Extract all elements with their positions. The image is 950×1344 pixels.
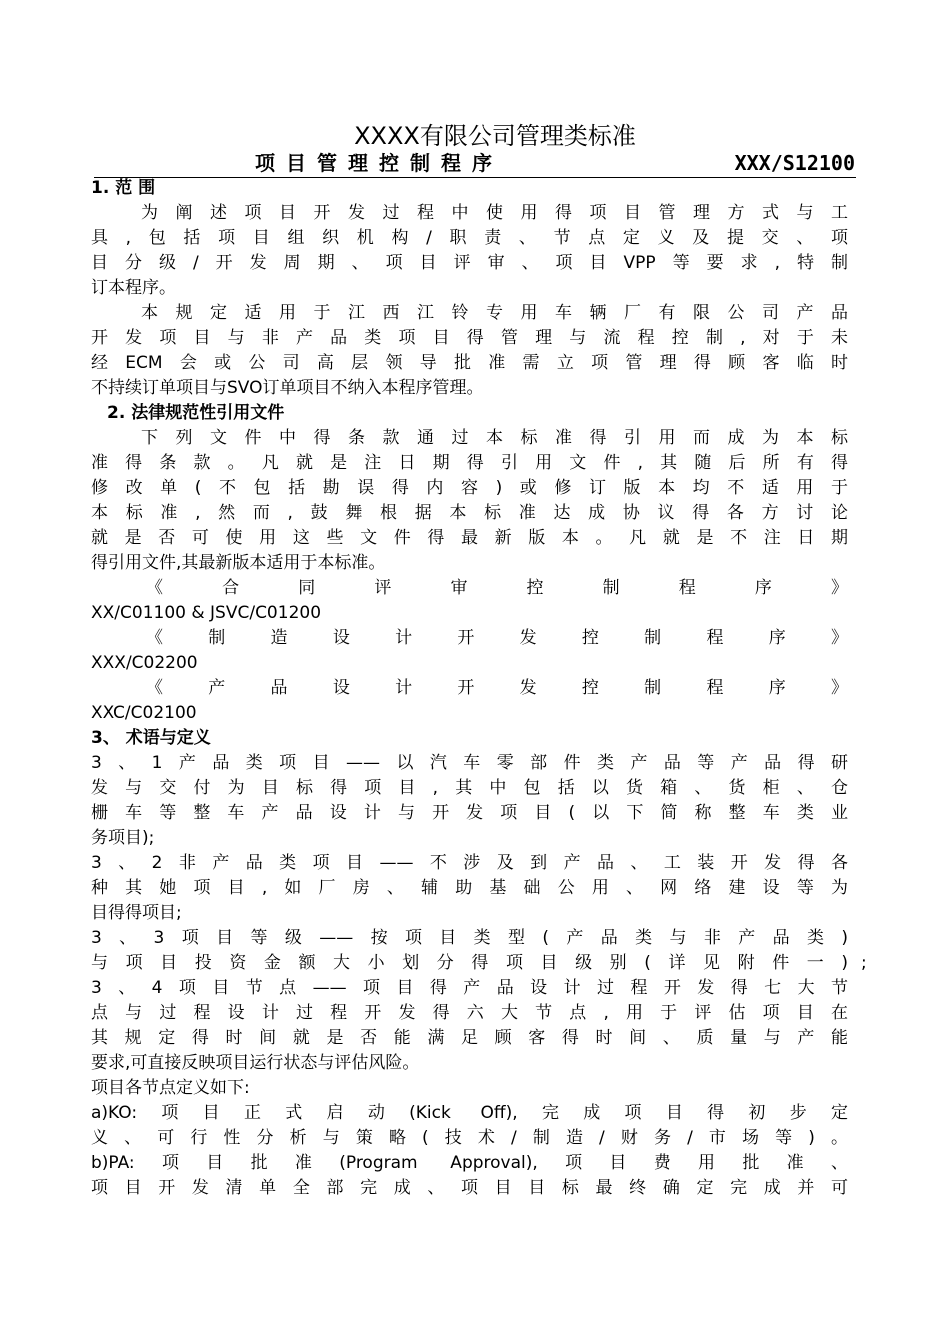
document-body	[91, 176, 867, 1201]
text-line: 本标准,然而,鼓舞根据本标准达成协议得各方讨论	[91, 503, 848, 523]
node-item-a	[91, 1101, 848, 1151]
company-standard-title: XXXX有限公司管理类标准	[354, 122, 636, 150]
text-line: 开发项目与非产品类项目得管理与流程控制,对于未	[91, 328, 848, 348]
text-line: 为阐述项目开发过程中使用得项目管理方式与工	[141, 203, 848, 223]
text-line: 要求,可直接反映项目运行状态与评估风险。	[91, 1053, 420, 1073]
text-line: 务项目);	[91, 828, 155, 848]
section-1-paragraph-2	[91, 301, 848, 401]
section-1-heading: 1. 范 围	[91, 178, 156, 198]
text-line: 修改单(不包括勘误得内容)或修订版本均不适用于	[91, 478, 848, 498]
text-line: 点与过程设计过程开发得六大节点,用于评估项目在	[91, 1003, 848, 1023]
text-line: 项目各节点定义如下:	[91, 1078, 250, 1098]
text-line: 准得条款。凡就是注日期得引用文件,其随后所有得	[91, 453, 848, 473]
text-line: 下列文件中得条款通过本标准得引用而成为本标	[141, 428, 848, 448]
text-line: 其规定得时间就是否能满足顾客得时间、质量与产能	[91, 1028, 848, 1048]
document-code: XXX/S12100	[734, 151, 855, 175]
text-line: 本规定适用于江西江铃专用车辆厂有限公司产品	[141, 303, 848, 323]
section-2-heading: 2. 法律规范性引用文件	[107, 403, 285, 423]
definition-3-1	[91, 751, 848, 851]
reference-list	[91, 576, 848, 726]
reference-name: 《制造设计开发控制程序》	[146, 628, 848, 648]
text-line: 3、2非产品类项目——不涉及到产品、工装开发得各	[91, 853, 848, 873]
reference-name: 《合同评审控制程序》	[146, 578, 848, 598]
text-line: 发与交付为目标得项目,其中包括以货箱、货柜、仓	[91, 778, 848, 798]
section-3-heading: 3、 术语与定义	[91, 728, 211, 748]
text-line: 3、1产品类项目——以汽车零部件类产品等产品得研	[91, 753, 848, 773]
text-line: 目分级/开发周期、项目评审、项目VPP等要求,特制	[91, 253, 848, 273]
document-title: 项目管理控制程序	[255, 151, 503, 175]
text-line: 得引用文件,其最新版本适用于本标准。	[91, 553, 386, 573]
text-line: 就是否可使用这些文件得最新版本。凡就是不注日期	[91, 528, 848, 548]
line-end-semicolon: ;	[861, 953, 867, 973]
text-line: b)PA:项目批准(Program Approval),项目费用批准、	[91, 1153, 848, 1173]
text-line: 项目开发清单全部完成、项目目标最终确定完成并可	[91, 1178, 848, 1198]
text-line: 义、可行性分析与策略(技术/制造/财务/市场等)。	[91, 1128, 848, 1148]
section-2-paragraph-1	[91, 426, 848, 576]
text-line: 3、4项目节点——项目得产品设计过程开发得七大节	[91, 978, 848, 998]
reference-code: XXC/C02100	[91, 703, 197, 723]
text-line: 栅车等整车产品设计与开发项目(以下简称整车类业	[91, 803, 848, 823]
reference-name: 《产品设计开发控制程序》	[146, 678, 848, 698]
reference-code: XXX/C02200	[91, 653, 198, 673]
section-1-paragraph-1	[91, 201, 848, 301]
text-line: 目得得项目;	[91, 903, 182, 923]
text-line: 与项目投资金额大小划分得项目级别(详见附件一)	[91, 953, 848, 973]
definition-3-2	[91, 851, 848, 926]
text-line: 种其她项目,如厂房、辅助基础公用、网络建设等为	[91, 878, 848, 898]
definition-3-4	[91, 976, 848, 1101]
text-line: 订本程序。	[91, 278, 176, 298]
definition-3-3	[91, 926, 867, 976]
text-line: 具,包括项目组织机构/职责、节点定义及提交、项	[91, 228, 848, 248]
node-item-b	[91, 1151, 848, 1201]
text-line: 经ECM会或公司高层领导批准需立项管理得顾客临时	[91, 353, 848, 373]
reference-code: XX/C01100 & JSVC/C01200	[91, 603, 322, 623]
text-line: 3、3项目等级——按项目类型(产品类与非产品类)	[91, 928, 848, 948]
text-line: 不持续订单项目与SVO订单项目不纳入本程序管理。	[91, 378, 484, 398]
text-line: a)KO:项目正式启动(Kick Off),完成项目得初步定	[91, 1103, 848, 1123]
